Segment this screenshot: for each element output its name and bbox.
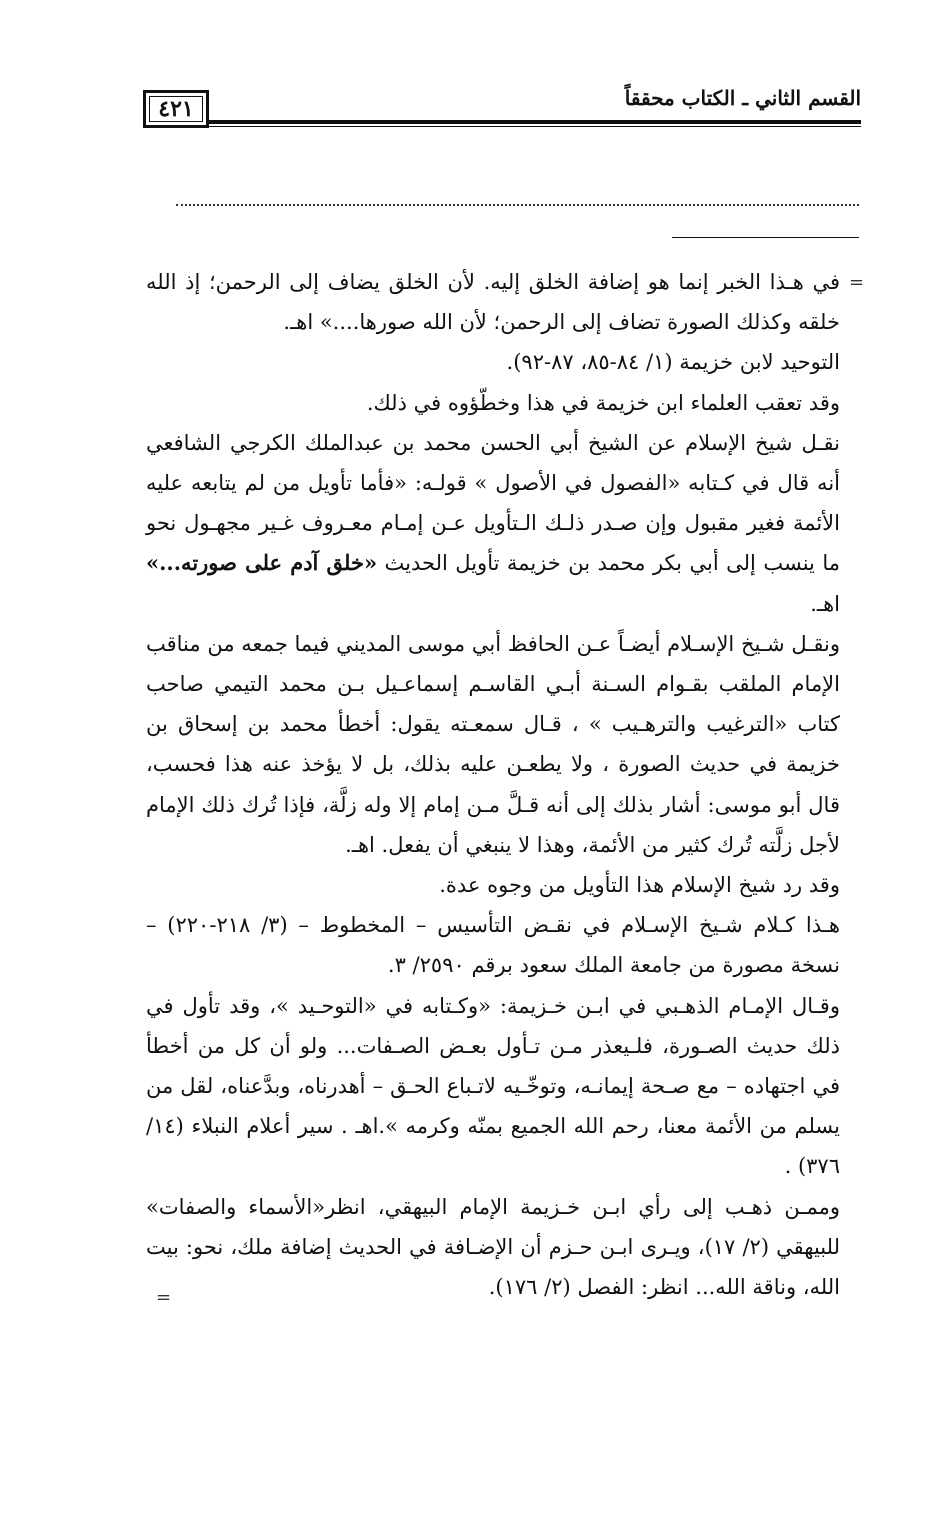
paragraph-text: نقـل شيخ الإسلام عن الشيخ أبي الحسن محمد بن عبدالملك الكرجي الشافعي أنه قال في كـتابه «الفصول في الأصول » قولـه: «فأما تأويل من لم يتابعه عليه الأئمة فغير مقبول وإن صـدر ذلـك الـتأويل عـن إمـام معـروف غـير مجهـول نحو ما ينسب إلى أبي بكر محمد بن خزيمة تأويل الحديث	[146, 430, 840, 576]
footnote-paragraph: ونقـل شـيخ الإسـلام أيضـاً عـن الحافظ أبي موسى المديني فيما جمعه من مناقب الإمام الملقب بقـوام السـنة أبـي القاسـم إسماعـيل بـن محمد التيمي صاحب كتاب «الترغيب والترهـيب » ، قـال سمعـته يقول: أخطأ محمد بن إسحاق بن خزيمة في حديث الصورة ، ولا يطعـن عليه بذلك، بل لا يؤخذ عنه هذا فحسب، قال أبو موسى: أشار بذلك إلى أنه قـلَّ مـن إمام إلا وله زلَّة، فإذا تُرك ذلك الإمام لأجل زلَّته تُرك كثير من الأئمة، وهذا لا ينبغي أن يفعل. اهـ.	[146, 631, 840, 857]
footnote-paragraph: التوحيد لابن خزيمة (١/ ٨٤-٨٥، ٨٧-٩٢).	[506, 350, 840, 375]
page-number: ٤٢١	[143, 90, 209, 128]
footnote-end-mark: =	[156, 1287, 172, 1308]
footnote-paragraph: وقـال الإمـام الذهـبي في ابـن خـزيمة: «وكـتابه في «التوحـيد »، وقد تأول في ذلك حديث الصـورة، فلـيعذر مـن تـأول بعـض الصـفات... ولو أن كل من أخطأ في اجتهاده – مع صـحة إيمانـه، وتوخّـيه لاتـباع الحـق – أهدرناه، وبدَّعناه، لقل من يسلم من الأئمة معنا، رحم الله الجميع بمنّه وكرمه ».اهـ . سير أعلام النبلاء (١٤/ ٣٧٦) .	[146, 993, 840, 1179]
section-title: القسم الثاني ـ الكتاب محققاً	[624, 86, 861, 110]
footnote-continuation-mark: =	[849, 272, 865, 293]
header-rule	[209, 120, 861, 124]
footnote-paragraph: وقد رد شيخ الإسلام هذا التأويل من وجوه عدة.	[439, 873, 840, 898]
footnote-paragraph: وممـن ذهـب إلى رأي ابـن خـزيمة الإمام البيهقي، انظر«الأسماء والصفات» للبيهقي (٢/ ١٧)، ويـرى ابـن حـزم أن الإضـافة في الحديث إضافة ملك، نحو: بيت الله، وناقة الله... انظر: الفصل (٢/ ١٧٦).	[146, 1194, 840, 1300]
dotted-separator	[176, 204, 859, 206]
footnote-rule	[672, 237, 859, 238]
footnote-body	[146, 262, 840, 1307]
footnote-paragraph	[146, 423, 840, 624]
footnote-paragraph: في هـذا الخبر إنما هو إضافة الخلق إليه. لأن الخلق يضاف إلى الرحمن؛ إذ الله خلقه وكذلك الصورة تضاف إلى الرحمن؛ لأن الله صورها....» اهـ.	[146, 270, 840, 335]
footnote-paragraph: هـذا كـلام شـيخ الإسـلام في نقـض التأسيس – المخطوط – (٣/ ٢١٨-٢٢٠) – نسخة مصورة من جامعة الملك سعود برقم ٢٥٩٠/ ٣.	[146, 913, 840, 978]
hadith-quote: «خلق آدم على صورته...»	[146, 550, 378, 576]
running-header	[143, 86, 861, 134]
header-rule-thin	[209, 126, 861, 127]
footnote-paragraph: وقد تعقب العلماء ابن خزيمة في هذا وخطّؤوه في ذلك.	[366, 390, 840, 415]
paragraph-text: اهـ.	[810, 591, 840, 616]
